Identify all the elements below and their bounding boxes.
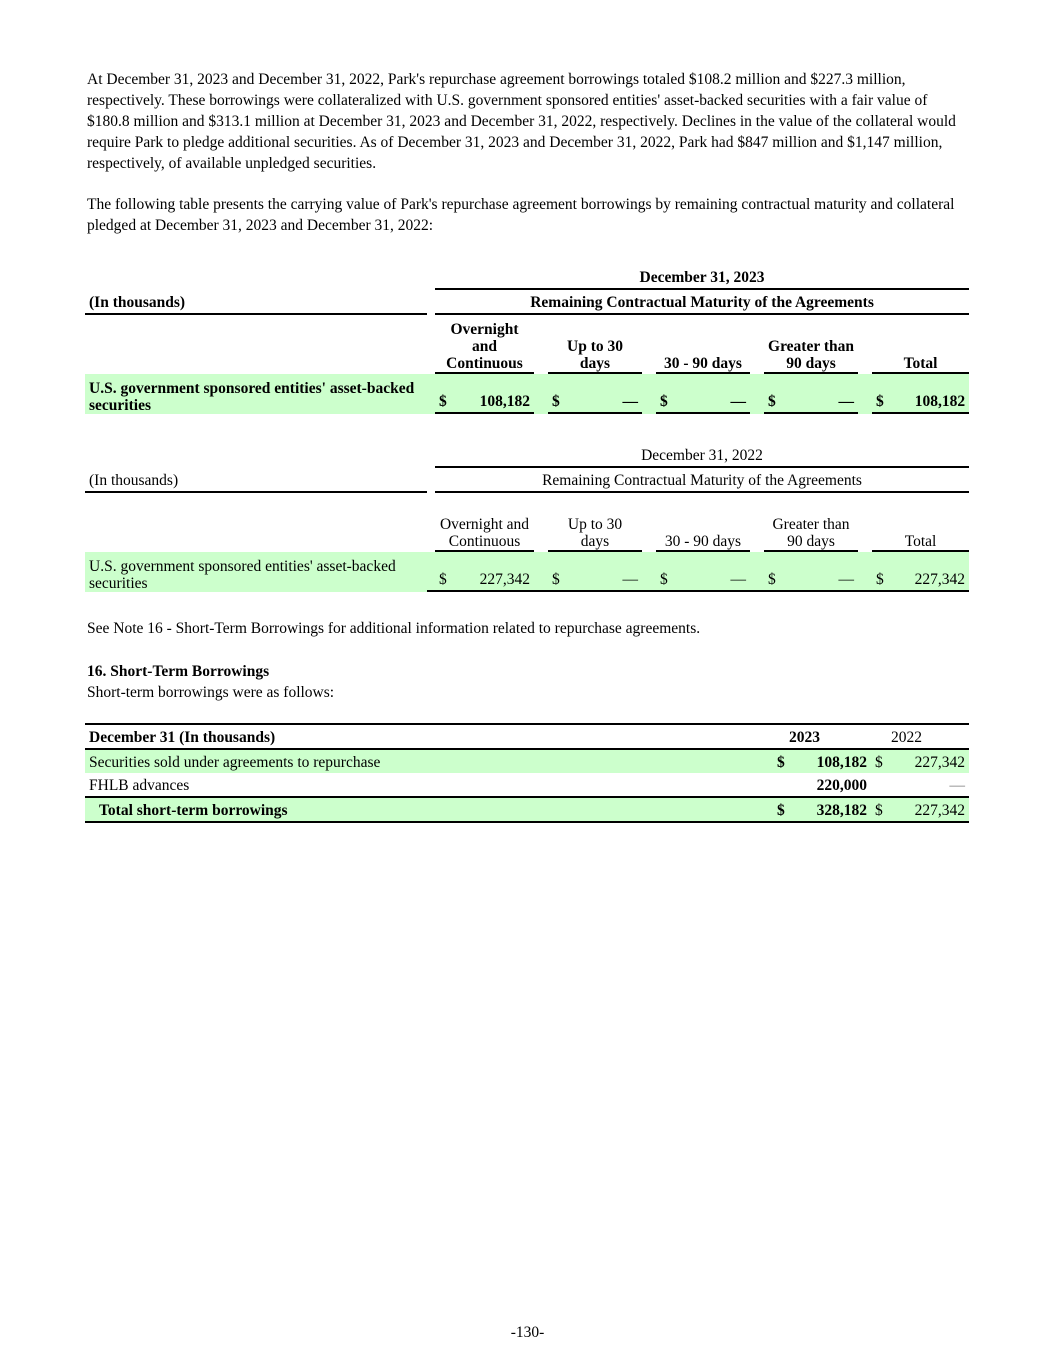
currency-symbol: $ [439, 393, 447, 410]
table-2023-date-header: December 31, 2023 [435, 266, 969, 290]
table-row [85, 374, 969, 414]
table-row-total [85, 798, 969, 823]
table-2023-units-label: (In thousands) [85, 290, 427, 315]
table-2023-group-header: Remaining Contractual Maturity of the Agreements [435, 290, 969, 315]
col-overnight-continuous: Overnight and Continuous [435, 315, 534, 374]
currency-symbol: $ [552, 571, 560, 588]
value-2022: — [871, 773, 969, 798]
col-total: Total [872, 315, 969, 374]
col-30-90-days: 30 - 90 days [656, 493, 750, 552]
value-overnight: 227,342 [479, 571, 530, 588]
page-content [87, 69, 969, 823]
table-row [85, 750, 969, 773]
value-2023: 328,182 [816, 802, 867, 819]
row-label: Securities sold under agreements to repurchase [85, 750, 773, 773]
section-title: 16. Short-Term Borrowings [87, 663, 270, 680]
currency-symbol: $ [876, 571, 884, 588]
paragraph-repurchase-summary: At December 31, 2023 and December 31, 2022, Park's repurchase agreement borrowings totaled $108.2 million and $227.3 million, respectively. These borrowings were collateralized with U.S. government sponsored entities' asset-backed securities with a fair value of $180.8 million and $313.1 million at December 31, 2023 and December 31, 2022, respectively. Declines in the value of the collateral would require Park to pledge additional securities. As of December 31, 2023 and December 31, 2022, Park had $847 million and $1,147 million, respectively, of available unpledged securities. [87, 71, 956, 172]
col-overnight-continuous: Overnight and Continuous [435, 493, 534, 552]
currency-symbol: $ [768, 393, 776, 410]
currency-symbol: $ [768, 571, 776, 588]
value-2022: 227,342 [914, 754, 965, 771]
value-greater-than-90: — [838, 571, 854, 588]
table-2022-date-header: December 31, 2022 [435, 444, 969, 468]
page-number: -130- [510, 1324, 545, 1341]
currency-symbol: $ [875, 802, 883, 819]
table-2022-group-header: Remaining Contractual Maturity of the Agreements [435, 468, 969, 493]
maturity-table-2022 [85, 444, 969, 592]
value-up-to-30: — [622, 571, 638, 588]
currency-symbol: $ [660, 393, 668, 410]
row-label: U.S. government sponsored entities' asset-backed securities [85, 374, 427, 414]
currency-symbol: $ [777, 802, 785, 819]
paragraph-table-intro: The following table presents the carrying value of Park's repurchase agreement borrowings by remaining contractual maturity and collateral pledged at December 31, 2023 and December 31, 2022: [87, 196, 955, 234]
currency-symbol: $ [660, 571, 668, 588]
table-row [85, 552, 969, 592]
short-term-borrowings-table [85, 723, 969, 823]
value-2023: 108,182 [816, 754, 867, 771]
currency-symbol: $ [777, 754, 785, 771]
col-greater-than-90-days: Greater than 90 days [764, 493, 858, 552]
currency-symbol: $ [876, 393, 884, 410]
table-2022-units-label: (In thousands) [85, 468, 427, 493]
value-30-90: — [730, 571, 746, 588]
currency-symbol: $ [439, 571, 447, 588]
maturity-table-2023 [85, 266, 969, 414]
col-total: Total [872, 493, 969, 552]
row-label: FHLB advances [85, 773, 773, 798]
col-up-to-30-days: Up to 30 days [548, 315, 642, 374]
short-term-header-label: December 31 (In thousands) [85, 723, 773, 750]
value-greater-than-90: — [838, 393, 854, 410]
col-greater-than-90-days: Greater than 90 days [764, 315, 858, 374]
value-total: 108,182 [914, 393, 966, 410]
section-intro: Short-term borrowings were as follows: [87, 684, 335, 701]
col-30-90-days: 30 - 90 days [656, 315, 750, 374]
value-total: 227,342 [914, 571, 966, 588]
value-2022: 227,342 [914, 802, 965, 819]
table-row [85, 773, 969, 798]
row-label: U.S. government sponsored entities' asset-backed securities [85, 552, 427, 592]
value-2023: 220,000 [773, 773, 871, 798]
header-year-2023: 2023 [773, 723, 871, 750]
currency-symbol: $ [552, 393, 560, 410]
value-30-90: — [730, 393, 746, 410]
col-up-to-30-days: Up to 30 days [548, 493, 642, 552]
value-overnight: 108,182 [479, 393, 530, 410]
row-label: Total short-term borrowings [85, 798, 773, 823]
currency-symbol: $ [875, 754, 883, 771]
value-up-to-30: — [622, 393, 638, 410]
note-reference: See Note 16 - Short-Term Borrowings for additional information related to repurchase agreements. [87, 620, 701, 637]
header-year-2022: 2022 [871, 723, 969, 750]
